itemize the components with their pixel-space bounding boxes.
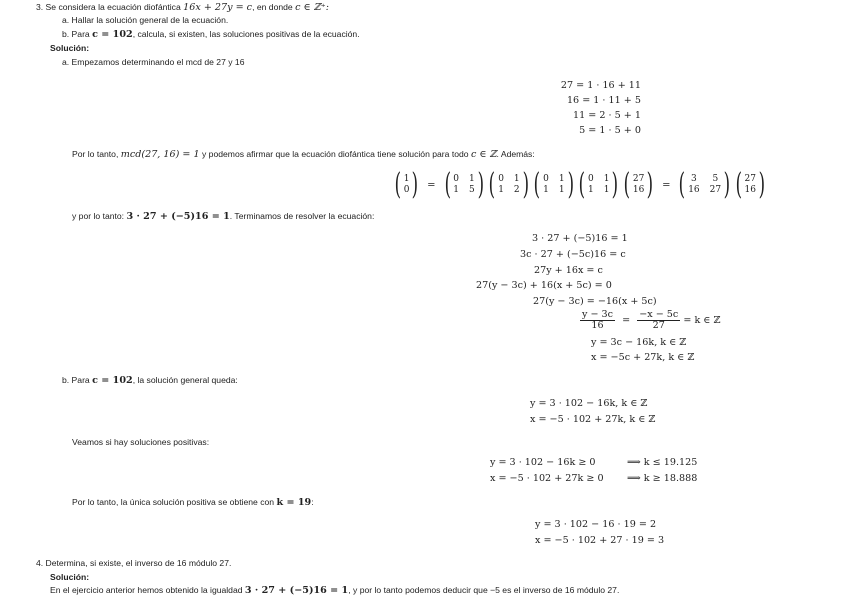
general-solution-y: y = 3c − 16k, k ∈ ℤ <box>591 337 687 348</box>
problem-3-title-text: 3. Se considera la ecuación diofántica <box>36 2 184 12</box>
therefore-pre: Por lo tanto, <box>72 149 121 159</box>
gcd-equation: mcd(27, 16) = 1 <box>120 149 200 160</box>
item-b-equation: c = 102 <box>92 29 133 40</box>
answer-identity: 3 · 27 + (−5)16 = 1 <box>244 585 349 596</box>
solution-heading-3: Solución: <box>50 43 90 53</box>
derivation-step-4: 27(y − 3c) + 16(x + 5c) = 0 <box>476 280 612 291</box>
inequality-x-result: ⟹ k ≥ 18.888 <box>627 473 698 484</box>
euclid-step-3: 11 = 2 · 5 + 1 <box>573 110 641 121</box>
solution-b-pre: b. Para <box>62 375 93 385</box>
item-b-pre: b. Para <box>62 29 93 39</box>
identity-post: . Terminamos de resolver la ecuación: <box>229 211 375 221</box>
diophantine-equation: 16x + 27y = c <box>183 2 253 13</box>
matrix-4: 0 1 1 1 <box>588 174 610 195</box>
item-a: a. Hallar la solución general de la ecuación. <box>62 15 229 25</box>
matrix-2: 0 1 1 2 <box>498 174 520 195</box>
vector-2: 27 16 <box>632 174 645 195</box>
item-b-post: , calcula, si existen, las soluciones positivas de la ecuación. <box>132 29 360 39</box>
problem-3-statement <box>36 2 329 13</box>
derivation-step-5: 27(y − 3c) = −16(x + 5c) <box>533 296 657 307</box>
euclid-step-2: 16 = 1 · 11 + 5 <box>566 95 641 106</box>
inequality-x: x = −5 · 102 + 27k ≥ 0 <box>490 473 604 484</box>
particular-solution-x: x = −5 · 102 + 27k, k ∈ ℤ <box>530 414 656 425</box>
unique-end: : <box>311 497 314 507</box>
integers-set: c ∈ ℤ <box>470 149 497 160</box>
euclid-step-1: 27 = 1 · 16 + 11 <box>560 80 641 91</box>
solution-a-intro: a. Empezamos determinando el mcd de 27 y 16 <box>62 57 245 67</box>
solution-heading-4: Solución: <box>50 572 90 582</box>
ratio-tail: = k ∈ ℤ <box>683 315 721 326</box>
unique-solution-sentence <box>72 497 314 508</box>
k-value: k = 19 <box>276 497 312 508</box>
fraction-right: $\frac{-x - 5c}{27}$ <box>639 309 679 331</box>
inequality-y: y = 3 · 102 − 16k ≥ 0 <box>490 457 596 468</box>
solution-b-post: , la solución general queda: <box>132 375 238 385</box>
therefore-sentence <box>72 149 535 160</box>
problem-4-title: 4. Determina, si existe, el inverso de 16 módulo 27. <box>36 558 232 568</box>
problem-3-title-mid: , en donde <box>252 2 296 12</box>
item-b <box>62 29 360 40</box>
vector-3: 27 16 <box>744 174 756 195</box>
positive-check-intro: Veamos si hay soluciones positivas: <box>72 437 210 447</box>
answer-pre: En el ejercicio anterior hemos obtenido la igualdad <box>50 585 245 595</box>
general-solution-x: x = −5c + 27k, k ∈ ℤ <box>591 352 695 363</box>
derivation-step-2: 3c · 27 + (−5c)16 = c <box>520 249 626 260</box>
inequality-y-result: ⟹ k ≤ 19.125 <box>627 457 698 468</box>
positive-integers-set: c ∈ ℤ⁺: <box>295 2 329 13</box>
unique-pre: Por lo tanto, la única solución positiva se obtiene con <box>72 497 277 507</box>
solution-b-intro <box>62 375 238 386</box>
problem-4-answer <box>50 585 619 596</box>
matrix-product-equation: ( 1 0 ) = ( 0 1 1 5 ) ( 0 1 1 2 ) ( 0 1 1 1 ) ( 0 1 1 1 ) ( 27 16 ) = ( 3 5 16 27 ) ( 27 16 ) <box>394 167 766 202</box>
solution-b-equation: c = 102 <box>92 375 133 386</box>
ratio-equation: $\frac{y - 3c}{16}$ = $\frac{-x - 5c}{27}$ = k ∈ ℤ <box>582 309 721 331</box>
therefore-end: . Además: <box>496 149 535 159</box>
derivation-step-3: 27y + 16x = c <box>534 265 603 276</box>
final-y: y = 3 · 102 − 16 · 19 = 2 <box>535 519 657 530</box>
particular-solution-y: y = 3 · 102 − 16k, k ∈ ℤ <box>530 398 648 409</box>
matrix-1: 0 1 1 5 <box>453 174 475 195</box>
final-x: x = −5 · 102 + 27 · 19 = 3 <box>535 535 665 546</box>
answer-post: , y por lo tanto podemos deducir que −5 es el inverso de 16 módulo 27. <box>348 585 620 595</box>
derivation-step-1: 3 · 27 + (−5)16 = 1 <box>532 233 628 244</box>
matrix-3: 0 1 1 1 <box>543 174 565 195</box>
euclid-step-4: 5 = 1 · 5 + 0 <box>579 125 641 136</box>
identity-pre: y por lo tanto: <box>72 211 127 221</box>
therefore-post: y podemos afirmar que la ecuación diofántica tiene solución para todo <box>199 149 471 159</box>
bezout-identity: 3 · 27 + (−5)16 = 1 <box>126 211 230 222</box>
vector-1: 1 0 <box>403 174 410 195</box>
fraction-left: $\frac{y - 3c}{16}$ <box>582 309 614 331</box>
identity-sentence <box>72 211 374 222</box>
matrix-5: 3 5 16 27 <box>688 174 722 195</box>
